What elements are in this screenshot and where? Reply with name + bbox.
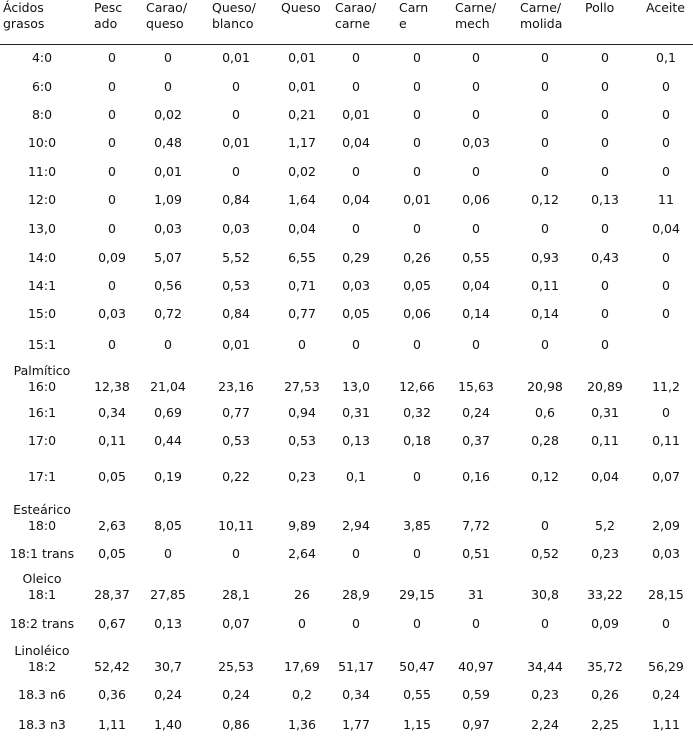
table-cell: 0,11 [531, 278, 559, 293]
table-cell: 0 [108, 107, 116, 122]
table-cell: 0 [541, 615, 549, 631]
table-cell: 0 [472, 163, 480, 179]
table-cell: 0 [232, 546, 240, 561]
table-cell: 0 [164, 546, 172, 561]
table-cell: 0,71 [288, 278, 316, 293]
table-cell: 0,55 [462, 249, 490, 265]
table-cell: 0,48 [154, 135, 182, 150]
column-header-1: Pesc ado [94, 0, 123, 31]
table-cell: 52,42 [94, 659, 130, 674]
table-cell: 0,16 [462, 468, 490, 484]
table-cell: 0,26 [403, 249, 431, 265]
table-cell: 0,09 [591, 615, 619, 631]
table-cell: 0 [541, 107, 549, 122]
table-cell: 21,04 [150, 379, 186, 394]
table-row [0, 398, 693, 427]
table-cell: 0,13 [342, 433, 370, 448]
table-row [0, 607, 693, 640]
table-cell: 0 [108, 78, 116, 94]
column-header-9: Pollo [585, 0, 615, 15]
row-label: 15:1 [27, 336, 57, 352]
table-cell: 0,02 [288, 163, 316, 179]
table-cell: 0 [108, 278, 116, 293]
table-cell: 28,37 [94, 586, 130, 602]
table-cell: 0 [601, 50, 609, 65]
row-label: 18:2 trans [9, 615, 75, 631]
row-label: 13,0 [28, 220, 56, 236]
table-cell: 0,53 [288, 433, 316, 448]
table-cell: 0,32 [403, 404, 431, 420]
row-label: 15:0 [27, 305, 57, 321]
column-header-7: Carne/ mech [455, 0, 497, 31]
table-cell: 0,55 [403, 687, 431, 702]
row-label: 17:1 [27, 468, 57, 484]
table-cell: 2,63 [98, 518, 126, 533]
table-cell: 0 [662, 107, 670, 122]
table-cell: 12,66 [399, 379, 435, 394]
table-cell: 0 [352, 546, 360, 561]
table-row [0, 710, 693, 740]
table-cell: 0 [413, 107, 421, 122]
table-cell: 0,01 [403, 192, 431, 207]
row-label: Oleico 18:1 [22, 570, 62, 602]
table-cell: 0 [298, 336, 306, 352]
table-cell: 0,22 [222, 468, 250, 484]
table-cell: 13,0 [342, 379, 370, 394]
table-row [0, 186, 693, 214]
table-cell: 0,06 [462, 192, 490, 207]
table-cell: 0 [352, 163, 360, 179]
table-cell: 0,05 [98, 546, 126, 561]
table-cell: 34,44 [527, 659, 563, 674]
table-cell: 0,03 [98, 305, 126, 321]
table-cell: 0 [541, 50, 549, 65]
table-cell: 0,01 [222, 336, 250, 352]
table-cell: 40,97 [458, 659, 494, 674]
table-cell: 0,05 [342, 305, 370, 321]
table-cell: 0 [472, 78, 480, 94]
table-cell: 0,86 [222, 717, 250, 732]
table-cell: 0 [541, 220, 549, 236]
table-cell: 0,36 [98, 687, 126, 702]
table-cell: 3,85 [403, 518, 431, 533]
table-cell: 0 [662, 163, 670, 179]
table-cell: 0,93 [531, 249, 559, 265]
table-cell: 0,67 [98, 615, 126, 631]
table-cell: 0 [601, 278, 609, 293]
column-header-3: Queso/ blanco [212, 0, 256, 31]
table-cell: 30,8 [531, 586, 559, 602]
table-cell: 0 [164, 50, 172, 65]
table-cell: 8,05 [154, 518, 182, 533]
table-cell: 0,56 [154, 278, 182, 293]
column-header-4: Queso [281, 0, 321, 15]
table-cell: 1,36 [288, 717, 316, 732]
table-cell: 2,64 [288, 546, 316, 561]
row-label: 12:0 [27, 192, 57, 207]
table-cell: 0,04 [288, 220, 316, 236]
table-cell: 0 [541, 78, 549, 94]
table-cell: 0,94 [288, 404, 316, 420]
table-cell: 0 [108, 50, 116, 65]
table-cell: 2,25 [591, 717, 619, 732]
table-cell: 0,53 [222, 433, 250, 448]
table-cell: 0,05 [403, 278, 431, 293]
table-cell: 0 [413, 78, 421, 94]
table-cell: 1,09 [154, 192, 182, 207]
table-cell: 0,51 [462, 546, 490, 561]
table-cell: 0,03 [342, 278, 370, 293]
table-cell: 7,72 [462, 518, 490, 533]
table-cell: 2,09 [652, 518, 680, 533]
table-cell: 0 [601, 78, 609, 94]
table-cell: 0,84 [222, 192, 250, 207]
table-row [0, 72, 693, 101]
table-cell: 0 [232, 163, 240, 179]
table-row [0, 640, 693, 680]
table-cell: 1,77 [342, 717, 370, 732]
table-cell: 0,04 [652, 220, 680, 236]
table-cell: 0,03 [154, 220, 182, 236]
table-cell: 1,11 [652, 717, 680, 732]
table-row [0, 568, 693, 607]
table-cell: 0 [472, 336, 480, 352]
table-cell: 0,97 [462, 717, 490, 732]
table-cell: 0,53 [222, 278, 250, 293]
table-cell: 1,64 [288, 192, 316, 207]
column-header-5: Carao/ carne [335, 0, 377, 31]
table-cell: 0,07 [222, 615, 250, 631]
row-label: 6:0 [31, 78, 53, 94]
table-cell: 29,15 [399, 586, 435, 602]
table-cell: 0 [108, 220, 116, 236]
row-label: 10:0 [27, 135, 57, 150]
table-cell: 0 [541, 336, 549, 352]
table-cell: 0 [108, 163, 116, 179]
table-cell: 56,29 [648, 659, 684, 674]
table-cell: 0,52 [531, 546, 559, 561]
table-row [0, 157, 693, 186]
table-cell: 11,2 [652, 379, 680, 394]
table-cell: 0,19 [154, 468, 182, 484]
row-label: 14:0 [27, 249, 57, 265]
table-cell: 0,01 [222, 50, 250, 65]
table-cell: 0 [232, 78, 240, 94]
row-label: 16:1 [27, 404, 57, 420]
table-cell: 0,04 [342, 135, 370, 150]
table-cell: 0,06 [403, 305, 431, 321]
table-cell: 0,21 [288, 107, 316, 122]
table-row [0, 101, 693, 129]
row-label: 8:0 [31, 107, 53, 122]
table-cell: 0 [413, 220, 421, 236]
table-cell: 0 [108, 135, 116, 150]
table-cell: 0 [413, 50, 421, 65]
column-header-6: Carn e [399, 0, 429, 31]
table-cell: 10,11 [218, 518, 254, 533]
table-cell: 17,69 [284, 659, 320, 674]
table-cell: 1,15 [403, 717, 431, 732]
table-cell: 0,29 [342, 249, 370, 265]
table-cell: 0,04 [591, 468, 619, 484]
table-cell: 26 [294, 586, 310, 602]
table-cell: 0 [541, 163, 549, 179]
table-cell: 0,23 [531, 687, 559, 702]
table-cell: 0 [298, 615, 306, 631]
table-cell: 0,44 [154, 433, 182, 448]
table-cell: 0 [662, 404, 670, 420]
table-cell: 31 [468, 586, 484, 602]
row-label: Esteárico 18:0 [13, 502, 71, 533]
table-cell: 0,26 [591, 687, 619, 702]
table-cell: 0 [352, 336, 360, 352]
table-cell: 28,1 [222, 586, 250, 602]
table-cell: 20,98 [527, 379, 563, 394]
table-cell: 0,09 [98, 249, 126, 265]
table-cell: 15,63 [458, 379, 494, 394]
table-cell: 0,43 [591, 249, 619, 265]
table-cell: 0,84 [222, 305, 250, 321]
table-cell: 23,16 [218, 379, 254, 394]
table-cell: 0,04 [342, 192, 370, 207]
table-cell: 27,53 [284, 379, 320, 394]
table-cell: 50,47 [399, 659, 435, 674]
table-cell: 12,38 [94, 379, 130, 394]
table-cell: 0,28 [531, 433, 559, 448]
table-cell: 0 [472, 50, 480, 65]
table-cell: 0 [164, 78, 172, 94]
table-cell: 0,01 [222, 135, 250, 150]
table-cell: 0,24 [462, 404, 490, 420]
table-cell: 33,22 [587, 586, 623, 602]
row-label: 18.3 n3 [18, 717, 66, 732]
table-cell: 0 [662, 78, 670, 94]
table-cell: 0 [472, 220, 480, 236]
table-cell: 0,11 [98, 433, 126, 448]
table-cell: 0,12 [531, 468, 559, 484]
table-cell: 28,15 [648, 586, 684, 602]
table-cell: 0,1 [346, 468, 366, 484]
column-header-2: Carao/ queso [146, 0, 188, 31]
table-row [0, 362, 693, 398]
table-cell: 0,11 [652, 433, 680, 448]
table-cell: 0 [662, 305, 670, 321]
table-cell: 1,17 [288, 135, 316, 150]
table-row [0, 427, 693, 455]
table-row [0, 243, 693, 272]
row-label: 4:0 [31, 50, 53, 65]
table-cell: 0 [472, 107, 480, 122]
table-cell: 0,31 [591, 404, 619, 420]
table-cell: 0,23 [591, 546, 619, 561]
table-row [0, 214, 693, 243]
table-cell: 0 [413, 336, 421, 352]
table-cell: 0,03 [652, 546, 680, 561]
table-header [0, 0, 693, 44]
table-cell: 51,17 [338, 659, 374, 674]
table-cell: 0 [601, 107, 609, 122]
table-cell: 0 [601, 336, 609, 352]
table-cell: 0 [541, 135, 549, 150]
table-cell: 0 [662, 249, 670, 265]
table-cell: 1,40 [154, 717, 182, 732]
table-cell: 35,72 [587, 659, 623, 674]
table-cell: 0,77 [222, 404, 250, 420]
table-cell: 11 [658, 192, 674, 207]
table-row [0, 680, 693, 710]
table-cell: 5,07 [154, 249, 182, 265]
table-cell: 0,72 [154, 305, 182, 321]
column-header-10: Aceite [646, 0, 685, 15]
table-cell: 0 [352, 50, 360, 65]
row-label: 18:1 trans [9, 546, 75, 561]
table-cell: 0 [601, 305, 609, 321]
table-cell: 0,13 [591, 192, 619, 207]
table-cell: 0 [472, 615, 480, 631]
table-cell: 6,55 [288, 249, 316, 265]
table-cell: 0,01 [288, 50, 316, 65]
table-cell: 27,85 [150, 586, 186, 602]
table-cell: 0,24 [154, 687, 182, 702]
table-cell: 0,04 [462, 278, 490, 293]
table-cell: 0,34 [98, 404, 126, 420]
table-row [0, 44, 693, 72]
table-cell: 0,07 [652, 468, 680, 484]
table-row [0, 498, 693, 540]
row-label: 17:0 [27, 433, 57, 448]
table-cell: 0 [413, 615, 421, 631]
table-cell: 0,18 [403, 433, 431, 448]
table-cell: 0,37 [462, 433, 490, 448]
row-label: 11:0 [27, 163, 57, 179]
table-cell: 0 [352, 220, 360, 236]
table-cell: 2,94 [342, 518, 370, 533]
table-cell: 0 [352, 78, 360, 94]
table-cell: 0,13 [154, 615, 182, 631]
table-cell: 0,03 [222, 220, 250, 236]
table-cell: 0 [413, 135, 421, 150]
table-cell: 2,24 [531, 717, 559, 732]
table-row [0, 272, 693, 300]
table-cell: 0,69 [154, 404, 182, 420]
table-cell: 25,53 [218, 659, 254, 674]
table-cell: 0,24 [652, 687, 680, 702]
table-cell: 0,59 [462, 687, 490, 702]
table-cell: 0 [352, 615, 360, 631]
table-cell: 9,89 [288, 518, 316, 533]
table-cell: 0 [662, 278, 670, 293]
table-row [0, 327, 693, 362]
table-cell: 0 [413, 163, 421, 179]
table-cell: 0,12 [531, 192, 559, 207]
table-row [0, 455, 693, 498]
table-cell: 0,11 [591, 433, 619, 448]
table-cell: 30,7 [154, 659, 182, 674]
table-cell: 0 [662, 135, 670, 150]
table-cell: 0 [108, 192, 116, 207]
table-cell: 0,03 [462, 135, 490, 150]
column-header-0: Ácidos grasos [3, 0, 45, 31]
table-row [0, 300, 693, 327]
table-cell: 0,77 [288, 305, 316, 321]
table-cell: 20,89 [587, 379, 623, 394]
table-cell: 0 [601, 135, 609, 150]
table-row [0, 129, 693, 157]
table-cell: 0 [164, 336, 172, 352]
table-cell: 0 [232, 107, 240, 122]
table-cell: 0 [541, 518, 549, 533]
row-label: Linoléico 18:2 [14, 643, 70, 674]
table-cell: 0 [662, 615, 670, 631]
table-cell: 0 [601, 220, 609, 236]
table-cell: 0,2 [292, 687, 312, 702]
table-cell: 0,6 [535, 404, 555, 420]
table-cell: 0,14 [462, 305, 490, 321]
table-cell: 5,52 [222, 249, 250, 265]
table-row [0, 540, 693, 568]
column-header-8: Carne/ molida [520, 0, 563, 31]
table-cell: 0,24 [222, 687, 250, 702]
table-cell: 0,05 [98, 468, 126, 484]
row-label: Palmítico 16:0 [13, 363, 71, 394]
table-cell: 0 [413, 468, 421, 484]
table-cell: 0,01 [342, 107, 370, 122]
table-cell: 0,02 [154, 107, 182, 122]
table-cell: 0 [108, 336, 116, 352]
table-cell: 5,2 [595, 518, 615, 533]
table-cell: 1,11 [98, 717, 126, 732]
table-cell: 0,1 [656, 50, 676, 65]
row-label: 14:1 [27, 278, 57, 293]
table-cell: 0,01 [288, 78, 316, 94]
table-cell: 0 [413, 546, 421, 561]
table-cell: 28,9 [342, 586, 370, 602]
table-cell: 0 [601, 163, 609, 179]
table-cell: 0,34 [342, 687, 370, 702]
table-cell: 0,23 [288, 468, 316, 484]
table-cell: 0,01 [154, 163, 182, 179]
table-cell: 0,31 [342, 404, 370, 420]
table-cell: 0,14 [531, 305, 559, 321]
row-label: 18.3 n6 [18, 687, 66, 702]
